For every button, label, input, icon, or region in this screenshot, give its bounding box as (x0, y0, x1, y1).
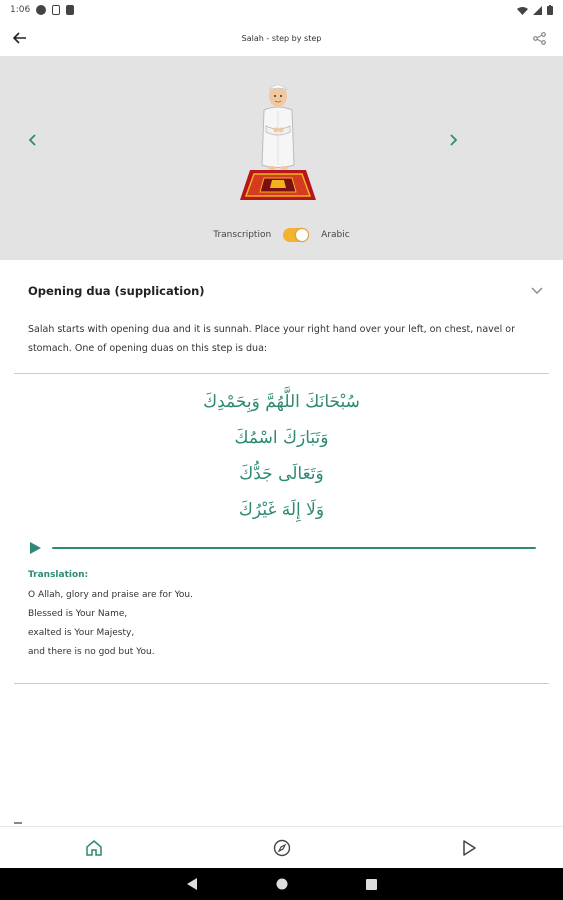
status-left (10, 5, 74, 15)
status-bar (0, 0, 563, 20)
arrow-left-icon (13, 32, 27, 44)
signal-icon (533, 6, 542, 15)
translation-line: and there is no god but You. (28, 647, 155, 657)
home-icon (85, 839, 103, 857)
chevron-left-icon (28, 134, 36, 146)
circle-home-icon (276, 878, 288, 890)
toggle-right-label: Arabic (321, 230, 350, 240)
battery-icon (547, 5, 553, 15)
wifi-icon (517, 6, 528, 15)
play-outline-icon (462, 840, 476, 856)
system-back-button[interactable] (182, 874, 202, 894)
section-header[interactable] (28, 278, 543, 304)
praying-man-illustration (236, 70, 320, 204)
arabic-line: وَتَعَالَى جَدُّكَ (239, 464, 324, 484)
bottom-navigation (0, 826, 563, 868)
system-home-button[interactable] (272, 874, 292, 894)
chevron-down-icon (531, 287, 543, 295)
tab-player[interactable] (375, 827, 563, 869)
status-right (517, 5, 553, 15)
toggle-knob (296, 229, 308, 241)
audio-progress-track[interactable] (52, 547, 536, 549)
toggle-left-label: Transcription (213, 230, 272, 240)
transcription-arabic-toggle[interactable] (283, 228, 309, 242)
section-heading: Opening dua (supplication) (28, 284, 205, 298)
translation-label: Translation: (28, 570, 89, 580)
play-icon (30, 542, 41, 554)
app-bar (0, 20, 563, 56)
next-step-button[interactable] (442, 128, 466, 152)
arabic-line: وَتَبَارَكَ اسْمُكَ (234, 428, 329, 448)
back-button[interactable] (10, 28, 30, 48)
translation-line: exalted is Your Majesty, (28, 628, 135, 638)
translation-line: O Allah, glory and praise are for You. (28, 590, 193, 600)
hero-illustration-area (0, 56, 563, 260)
play-button[interactable] (28, 541, 42, 555)
divider (14, 373, 549, 374)
notification-icon (36, 5, 46, 15)
transcription-arabic-toggle-row (0, 228, 563, 242)
scroll-indicator (14, 822, 22, 824)
sd-card-icon (66, 5, 74, 15)
triangle-back-icon (187, 878, 197, 890)
square-recents-icon (366, 879, 377, 890)
share-icon (533, 32, 546, 45)
previous-step-button[interactable] (20, 128, 44, 152)
compass-icon (273, 839, 291, 857)
translation-line: Blessed is Your Name, (28, 609, 128, 619)
status-time: 1:06 (10, 5, 31, 15)
chevron-right-icon (450, 134, 458, 146)
arabic-line: وَلَا إِلَهَ غَيْرُكَ (238, 500, 325, 520)
audio-player (28, 540, 536, 556)
system-recents-button[interactable] (362, 874, 382, 894)
divider (14, 683, 549, 684)
page-title: Salah - step by step (241, 33, 322, 43)
section-description: Salah starts with opening dua and it is sunnah. Place your right hand over your left, on chest, navel or stomach. One of opening duas on this step is dua: (28, 324, 515, 354)
notification-icon (52, 5, 60, 15)
tab-home[interactable] (0, 827, 188, 869)
system-navigation-bar (0, 868, 563, 900)
share-button[interactable] (529, 28, 549, 48)
tab-qibla-compass[interactable] (188, 827, 376, 869)
arabic-line: سُبْحَانَكَ اللَّهُمَّ وَبِحَمْدِكَ (203, 392, 360, 412)
